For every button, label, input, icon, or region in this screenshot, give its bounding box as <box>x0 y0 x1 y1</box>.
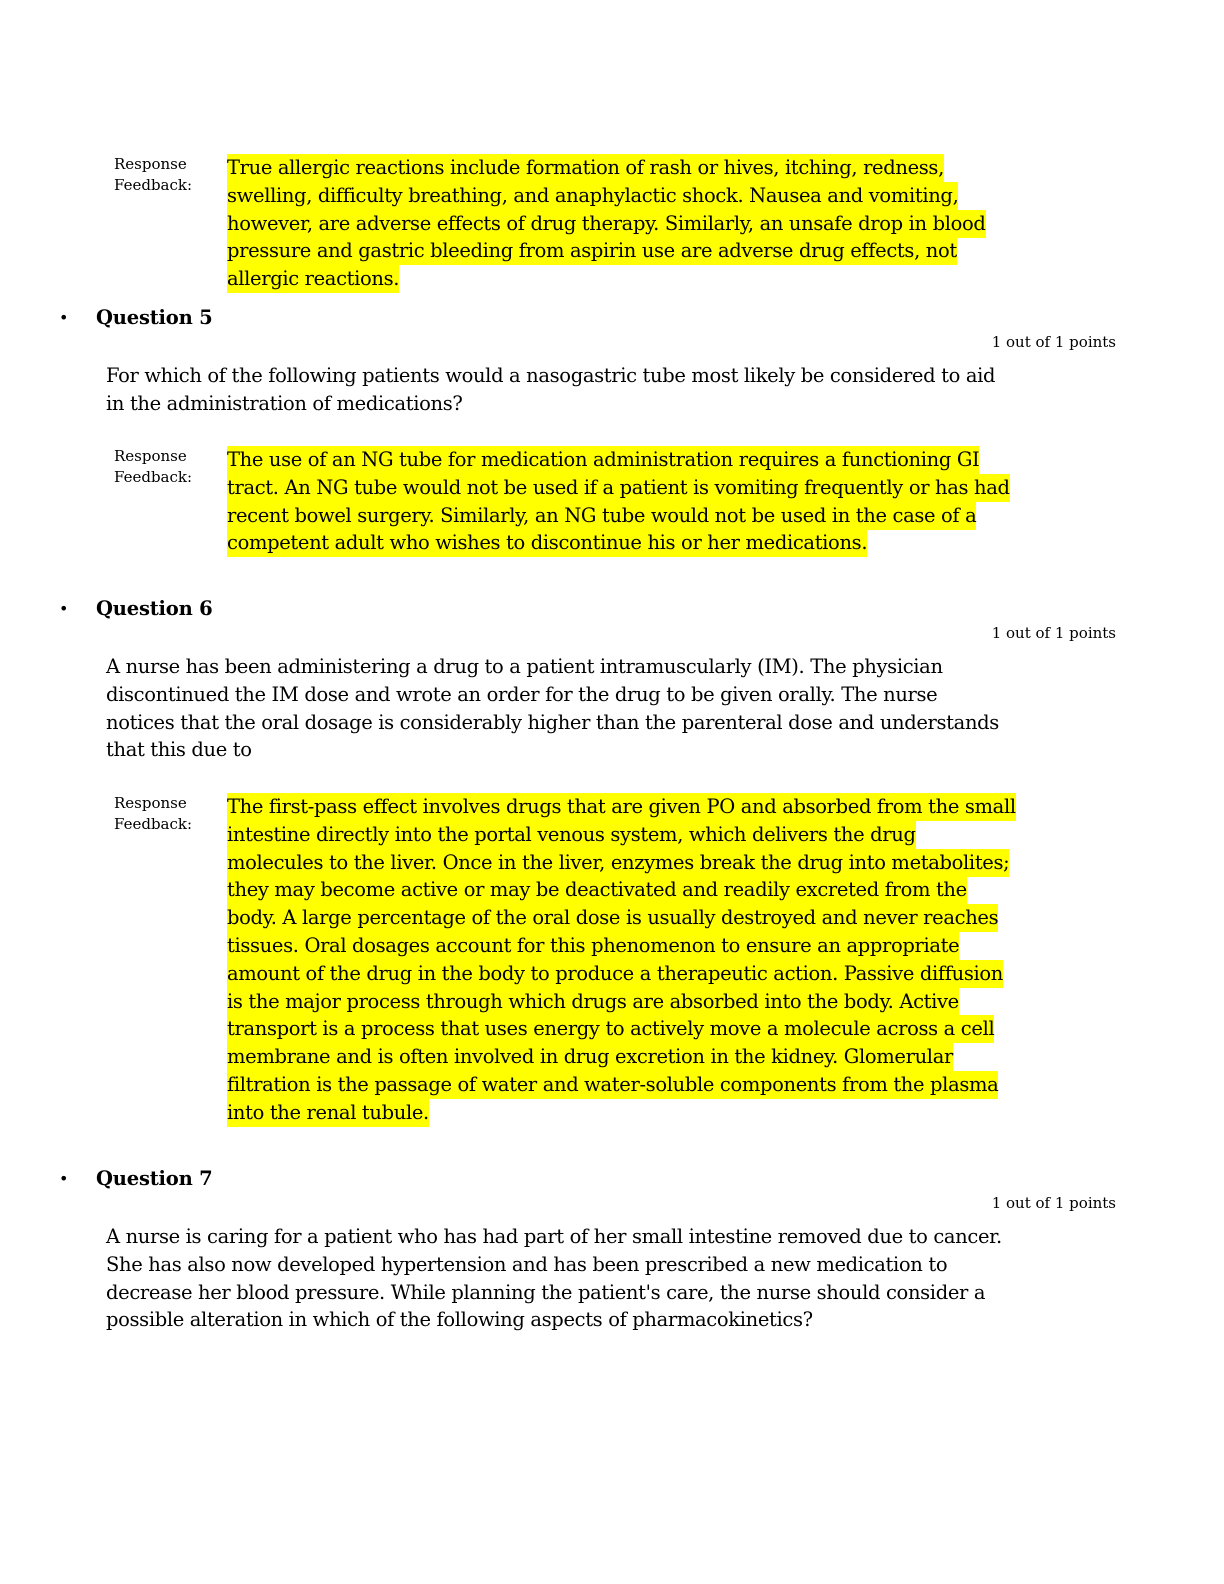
feedback-label-line2: Feedback: <box>114 176 193 194</box>
question-6-header <box>0 596 1224 622</box>
question-7-header <box>0 1166 1224 1192</box>
highlighted-feedback: The use of an NG tube for medication administration requires a functioning GI tract. An NG tube would not be used if a patient is vomiting frequently or has had recent bowel surgery. Similarly, an NG tube would not be used in the case of a competent adult who wishes to discontinue his or her medications. <box>227 446 1010 557</box>
feedback-text <box>227 793 1017 1127</box>
feedback-text <box>227 446 1017 557</box>
question-text: A nurse is caring for a patient who has had part of her small intestine removed due to cancer. She has also now developed hypertension and has been prescribed a new medication to decrease her blood pressure. While planning the patient's care, the nurse should consider a possible alteration in which of the following aspects of pharmacokinetics? <box>106 1225 1002 1332</box>
bullet-icon: • <box>59 308 69 327</box>
points-score: 1 out of 1 points <box>991 1194 1116 1212</box>
bullet-icon: • <box>59 599 69 618</box>
question-title: Question 5 <box>96 306 213 329</box>
highlighted-feedback: True allergic reactions include formation of rash or hives, itching, redness, swelling, difficulty breathing, and anaphylactic shock. Nausea and vomiting, however, are adverse effects of drug therapy. Similarly, an unsafe drop in blood pressure and gastric bleeding from aspirin use are adverse drug effects, not allergic reactions. <box>227 154 986 293</box>
points-score: 1 out of 1 points <box>991 624 1116 642</box>
feedback-text <box>227 154 1017 293</box>
feedback-label-line1: Response <box>114 155 187 173</box>
question-5-header <box>0 305 1224 331</box>
feedback-label-line2: Feedback: <box>114 468 193 486</box>
highlighted-feedback: The first-pass effect involves drugs that are given PO and absorbed from the small intestine directly into the portal venous system, which delivers the drug molecules to the liver. Once in the liver, enzymes break the drug into metabolites; they may become active or may be deactivated and readily excreted from the body. A large percentage of the oral dose is usually destroyed and never reaches tissues. Oral dosages account for this phenomenon to ensure an appropriate amount of the drug in the body to produce a therapeutic action. Passive diffusion is the major process through which drugs are absorbed into the body. Active transport is a process that uses energy to actively move a molecule across a cell membrane and is often involved in drug excretion in the kidney. Glomerular filtration is the passage of water and water-soluble components from the plasma into the renal tubule. <box>227 793 1016 1127</box>
response-feedback-label <box>114 793 214 835</box>
feedback-label-line1: Response <box>114 447 187 465</box>
question-text: A nurse has been administering a drug to a patient intramuscularly (IM). The physician discontinued the IM dose and wrote an order for the drug to be given orally. The nurse notices that the oral dosage is considerably higher than the parenteral dose and understands that this due to <box>106 655 999 762</box>
points-score: 1 out of 1 points <box>991 333 1116 351</box>
feedback-label-line2: Feedback: <box>114 815 193 833</box>
question-title: Question 7 <box>96 1167 213 1190</box>
response-feedback-label <box>114 154 214 196</box>
question-title: Question 6 <box>96 597 213 620</box>
question-text: For which of the following patients would a nasogastric tube most likely be considered to aid in the administration of medications? <box>106 364 996 415</box>
bullet-icon: • <box>59 1169 69 1188</box>
response-feedback-label <box>114 446 214 488</box>
feedback-label-line1: Response <box>114 794 187 812</box>
